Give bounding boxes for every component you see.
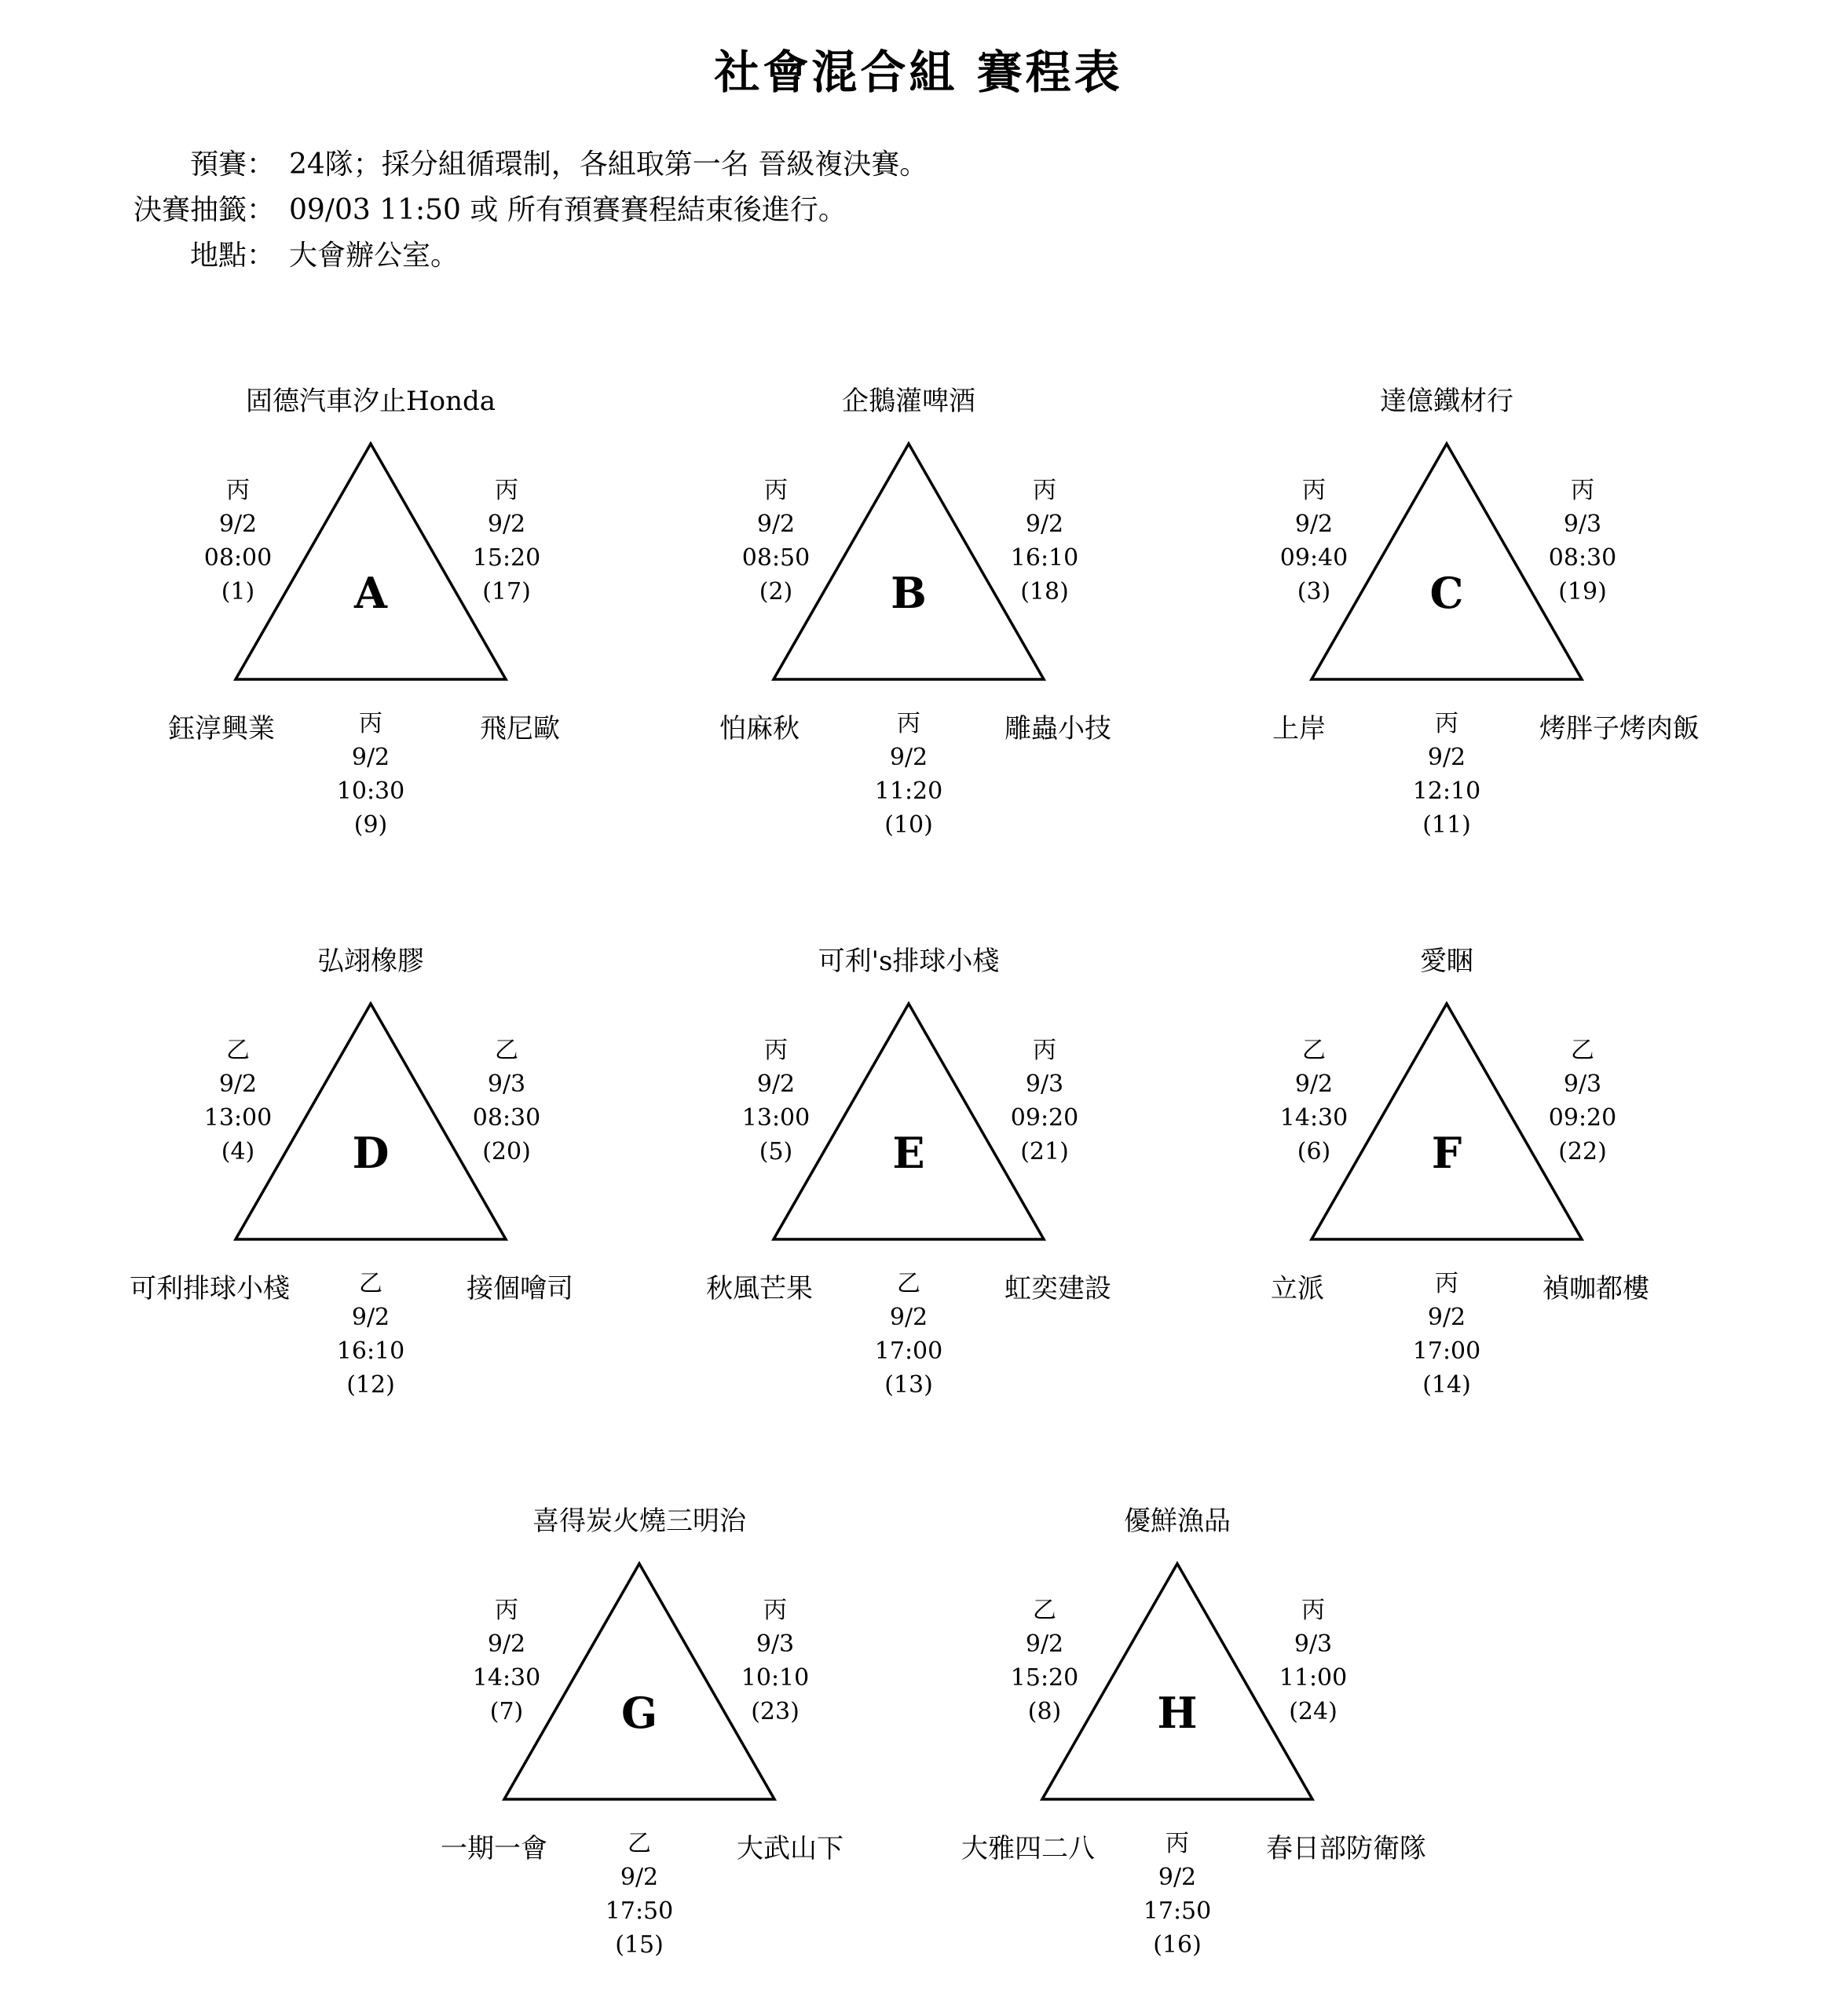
match-number: (8) <box>1027 1698 1062 1725</box>
info-label: 地點： <box>189 240 275 272</box>
info-value: 24隊；採分組循環制，各組取第一名 晉級複決賽。 <box>289 148 928 181</box>
match-date: 9/2 <box>1025 1630 1064 1658</box>
group-d <box>72 933 669 1404</box>
match-time: 08:30 <box>472 1104 541 1132</box>
match-court: 丙 <box>897 710 920 737</box>
match-court: 丙 <box>359 710 382 737</box>
match-date: 9/2 <box>1025 510 1064 538</box>
match-date: 9/3 <box>756 1630 795 1658</box>
match-court: 丙 <box>764 1037 788 1064</box>
match-time: 15:20 <box>472 544 541 572</box>
match-court: 丙 <box>1435 710 1458 737</box>
right-team-label: 大武山下 <box>737 1833 843 1864</box>
info-value: 09/03 11:50 或 所有預賽賽程結束後進行。 <box>289 194 847 226</box>
right-match-slot <box>1011 474 1078 609</box>
left-match-slot <box>1280 1034 1348 1169</box>
bottom-match-slot <box>1413 707 1480 842</box>
left-match-slot <box>204 474 272 609</box>
group-c <box>1148 373 1745 844</box>
bottom-match-slot <box>875 1267 942 1402</box>
match-time: 15:20 <box>1010 1664 1079 1692</box>
match-time: 17:00 <box>874 1337 943 1365</box>
match-time: 09:20 <box>1010 1104 1079 1132</box>
match-time: 13:00 <box>203 1104 273 1132</box>
group-a <box>72 373 669 844</box>
match-date: 9/2 <box>620 1864 659 1891</box>
group-letter: D <box>352 1128 390 1178</box>
bottom-match-slot <box>1413 1267 1480 1402</box>
match-number: (14) <box>1422 1371 1471 1399</box>
group-letter: G <box>620 1688 658 1738</box>
right-team-label: 春日部防衛隊 <box>1266 1833 1426 1864</box>
right-match-slot <box>1011 1034 1078 1169</box>
match-court: 乙 <box>1571 1037 1594 1064</box>
match-time: 08:50 <box>741 544 811 572</box>
right-match-slot <box>1279 1593 1347 1729</box>
match-time: 17:00 <box>1412 1337 1481 1365</box>
group-letter: B <box>891 568 927 618</box>
left-match-slot <box>1011 1593 1078 1729</box>
match-court: 乙 <box>1033 1597 1056 1624</box>
match-date: 9/2 <box>1294 510 1334 538</box>
match-number: (13) <box>884 1371 933 1399</box>
match-date: 9/3 <box>1563 1070 1602 1098</box>
match-number: (15) <box>615 1931 664 1959</box>
right-team-label: 禎咖都樓 <box>1542 1273 1649 1304</box>
left-team-label: 可利排球小棧 <box>130 1273 290 1304</box>
top-team-label: 弘翊橡膠 <box>317 946 424 977</box>
left-team-label: 怕麻秋 <box>719 713 800 745</box>
group-letter: E <box>892 1128 925 1178</box>
match-time: 08:00 <box>203 544 273 572</box>
left-team-label: 立派 <box>1271 1273 1324 1304</box>
match-date: 9/2 <box>1158 1864 1197 1891</box>
match-time: 10:10 <box>741 1664 810 1692</box>
right-match-slot <box>473 474 540 609</box>
group-letter: C <box>1429 568 1464 618</box>
match-date: 9/3 <box>487 1070 526 1098</box>
match-time: 09:20 <box>1548 1104 1617 1132</box>
match-date: 9/2 <box>1294 1070 1334 1098</box>
match-court: 乙 <box>359 1270 382 1297</box>
match-court: 乙 <box>226 1037 250 1064</box>
group-e <box>610 933 1207 1404</box>
match-number: (10) <box>884 811 933 839</box>
right-match-slot <box>1549 1034 1616 1169</box>
match-number: (22) <box>1558 1138 1607 1165</box>
left-match-slot <box>473 1593 540 1729</box>
right-match-slot <box>473 1034 540 1169</box>
match-date: 9/2 <box>218 1070 258 1098</box>
left-match-slot <box>1280 474 1348 609</box>
bottom-match-slot <box>337 707 404 842</box>
match-date: 9/3 <box>1025 1070 1064 1098</box>
group-letter: F <box>1431 1128 1462 1178</box>
match-number: (1) <box>221 578 255 606</box>
top-team-label: 愛睏 <box>1420 946 1473 977</box>
match-court: 丙 <box>1571 477 1594 504</box>
match-date: 9/2 <box>756 510 796 538</box>
match-time: 16:10 <box>1010 544 1079 572</box>
match-number: (17) <box>482 578 531 606</box>
top-team-label: 企鵝灌啤酒 <box>842 386 975 417</box>
info-value: 大會辦公室。 <box>289 240 459 272</box>
top-team-label: 固德汽車汐止Honda <box>245 386 496 417</box>
match-number: (21) <box>1020 1138 1069 1165</box>
match-date: 9/2 <box>487 1630 526 1658</box>
group-h <box>879 1493 1476 1964</box>
match-time: 16:10 <box>336 1337 405 1365</box>
match-date: 9/2 <box>487 510 526 538</box>
match-court: 丙 <box>1435 1270 1458 1297</box>
match-time: 13:00 <box>741 1104 811 1132</box>
match-court: 丙 <box>764 477 788 504</box>
match-number: (19) <box>1558 578 1607 606</box>
match-number: (23) <box>751 1698 800 1725</box>
match-date: 9/2 <box>1427 744 1466 771</box>
right-team-label: 接個噲司 <box>467 1273 573 1304</box>
match-court: 丙 <box>495 1597 518 1624</box>
match-court: 丙 <box>495 477 518 504</box>
bottom-match-slot <box>337 1267 404 1402</box>
match-date: 9/3 <box>1294 1630 1333 1658</box>
match-number: (6) <box>1297 1138 1331 1165</box>
group-g <box>341 1493 938 1964</box>
match-date: 9/2 <box>889 744 928 771</box>
match-court: 丙 <box>1302 477 1326 504</box>
group-f <box>1148 933 1745 1404</box>
match-date: 9/2 <box>756 1070 796 1098</box>
top-team-label: 可利's排球小棧 <box>818 946 1000 977</box>
match-court: 乙 <box>628 1830 651 1857</box>
match-number: (12) <box>346 1371 395 1399</box>
match-time: 09:40 <box>1279 544 1348 572</box>
match-number: (24) <box>1289 1698 1337 1725</box>
match-time: 11:00 <box>1279 1664 1348 1692</box>
left-team-label: 上岸 <box>1272 713 1326 745</box>
right-match-slot <box>741 1593 809 1729</box>
group-letter: H <box>1157 1688 1198 1738</box>
match-time: 17:50 <box>605 1897 674 1925</box>
bottom-match-slot <box>875 707 942 842</box>
left-match-slot <box>742 1034 810 1169</box>
left-match-slot <box>742 474 810 609</box>
match-number: (4) <box>221 1138 255 1165</box>
match-time: 14:30 <box>472 1664 541 1692</box>
match-date: 9/2 <box>218 510 258 538</box>
info-row-draw <box>0 187 1571 234</box>
match-number: (2) <box>759 578 793 606</box>
match-number: (20) <box>482 1138 531 1165</box>
match-time: 10:30 <box>336 777 405 805</box>
match-court: 丙 <box>1033 477 1056 504</box>
match-court: 丙 <box>1301 1597 1325 1624</box>
right-team-label: 虹奕建設 <box>1004 1273 1111 1304</box>
info-label: 預賽： <box>189 148 275 181</box>
info-row-venue <box>0 232 1571 280</box>
match-time: 11:20 <box>874 777 943 805</box>
match-time: 17:50 <box>1143 1897 1212 1925</box>
left-team-label: 大雅四二八 <box>961 1833 1095 1864</box>
match-time: 08:30 <box>1548 544 1617 572</box>
top-team-label: 達億鐵材行 <box>1380 386 1513 417</box>
match-number: (11) <box>1422 811 1471 839</box>
right-team-label: 雕蟲小技 <box>1004 713 1111 745</box>
left-team-label: 鈺淳興業 <box>168 713 275 745</box>
match-number: (7) <box>489 1698 524 1725</box>
bottom-match-slot <box>606 1827 673 1962</box>
match-date: 9/2 <box>889 1304 928 1331</box>
right-team-label: 飛尼歐 <box>480 713 560 745</box>
group-b <box>610 373 1207 844</box>
right-match-slot <box>1549 474 1616 609</box>
match-court: 丙 <box>226 477 250 504</box>
match-time: 14:30 <box>1279 1104 1348 1132</box>
match-date: 9/2 <box>351 744 390 771</box>
left-team-label: 秋風芒果 <box>706 1273 813 1304</box>
match-number: (3) <box>1297 578 1331 606</box>
match-date: 9/3 <box>1563 510 1602 538</box>
info-label: 決賽抽籤： <box>133 194 275 226</box>
left-team-label: 一期一會 <box>441 1833 547 1864</box>
top-team-label: 喜得炭火燒三明治 <box>532 1506 746 1537</box>
top-team-label: 優鮮漁品 <box>1124 1506 1231 1537</box>
match-court: 丙 <box>763 1597 787 1624</box>
left-match-slot <box>204 1034 272 1169</box>
match-court: 丙 <box>1033 1037 1056 1064</box>
bottom-match-slot <box>1144 1827 1211 1962</box>
match-court: 乙 <box>897 1270 920 1297</box>
match-date: 9/2 <box>1427 1304 1466 1331</box>
match-time: 12:10 <box>1412 777 1481 805</box>
match-date: 9/2 <box>351 1304 390 1331</box>
match-court: 乙 <box>1302 1037 1326 1064</box>
match-number: (16) <box>1153 1931 1202 1959</box>
info-row-prelim <box>0 141 1571 188</box>
match-number: (18) <box>1020 578 1069 606</box>
match-number: (5) <box>759 1138 793 1165</box>
right-team-label: 烤胖子烤肉飯 <box>1539 713 1700 745</box>
group-letter: A <box>354 568 387 618</box>
match-court: 丙 <box>1166 1830 1189 1857</box>
match-court: 乙 <box>495 1037 518 1064</box>
match-number: (9) <box>353 811 388 839</box>
page-title: 社會混合組 賽程表 <box>714 46 1123 99</box>
